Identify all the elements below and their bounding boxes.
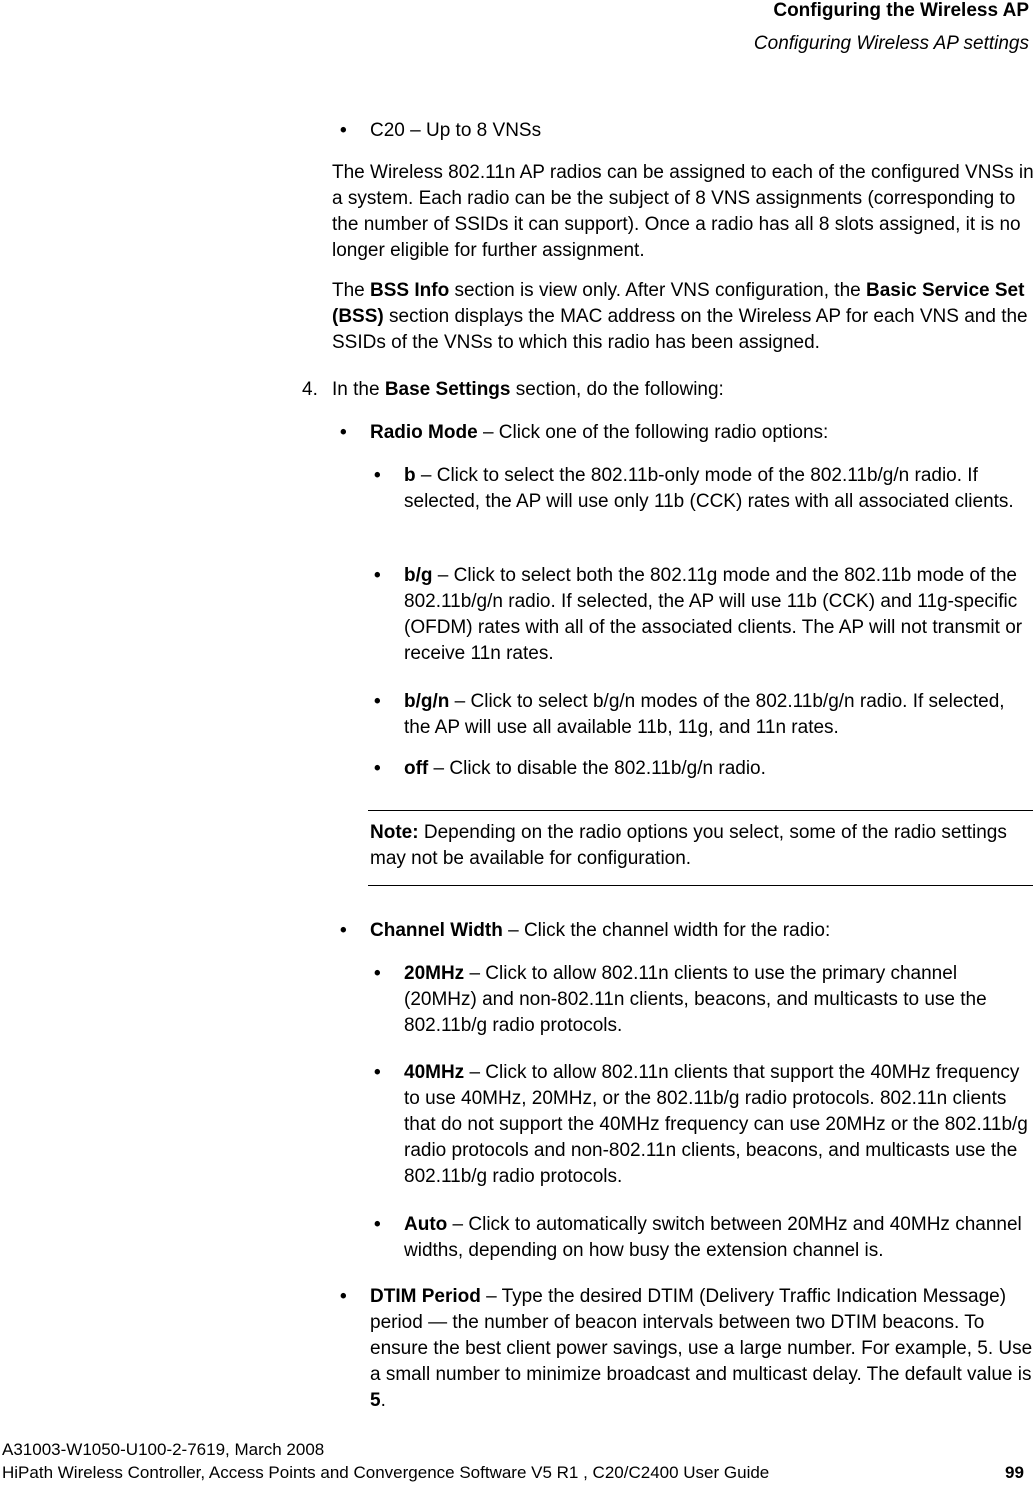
base-settings-term: Base Settings	[384, 379, 511, 400]
channel-width-label: Channel Width	[370, 920, 503, 941]
note-text	[370, 820, 1010, 872]
option-text: – Click to automatically switch between 20MHz and 40MHz channel widths, depending on how busy the extension channel is.	[404, 1214, 1022, 1261]
dtim-default-value: 5	[370, 1390, 381, 1411]
bullet-glyph: •	[340, 422, 347, 443]
bss-info-term: BSS Info	[370, 280, 450, 301]
radio-mode-label: Radio Mode	[370, 422, 478, 443]
option-text: – Click to select both the 802.11g mode and the 802.11b mode of the 802.11b/g/n radio. If selected, the AP will use 11b (CCK) and 11g-specific (OFDM) rates with all of the associated clients. The AP will not transmit or receive 11n rates.	[404, 565, 1023, 664]
bullet-glyph: •	[340, 920, 347, 941]
dtim-period-item	[370, 1284, 1033, 1414]
dtim-label: DTIM Period	[370, 1286, 481, 1307]
bullet-glyph: •	[374, 963, 381, 984]
step4-post: section, do the following:	[510, 379, 724, 400]
bullet-glyph: •	[374, 1062, 381, 1083]
dtim-end: .	[380, 1390, 386, 1411]
channel-width-item	[370, 918, 1030, 944]
option-label: b/g	[404, 565, 433, 586]
dtim-text: – Type the desired DTIM (Delivery Traffic Indication Message) period — the number of beacon intervals between two DTIM beacons. To ensure the best client power savings, use a large number. For example, 5. Use a small number to minimize broadcast and multicast delay. The default value is	[370, 1286, 1033, 1385]
radio-option-bgn	[404, 689, 1032, 741]
radio-mode-item	[370, 420, 1030, 446]
bullet-glyph: •	[340, 120, 347, 141]
running-header-title: Configuring the Wireless AP	[773, 0, 1029, 21]
channel-option-auto	[404, 1212, 1032, 1264]
note-bottom-rule	[368, 885, 1033, 886]
footer-doc-id: A31003-W1050-U100-2-7619, March 2008	[2, 1440, 325, 1459]
option-label: b/g/n	[404, 691, 450, 712]
radio-option-bg	[404, 563, 1032, 667]
option-label: 40MHz	[404, 1062, 465, 1083]
option-label: 20MHz	[404, 963, 465, 984]
paragraph-vns-assignment: The Wireless 802.11n AP radios can be assigned to each of the configured VNSs in a system. Each radio can be the subject of 8 VNS assignments (corresponding to the number of SSIDs it can support). Once a radio has all 8 slots assigned, it is no longer eligible for further assignment.	[332, 162, 1034, 261]
step4-text	[332, 377, 1032, 403]
bullet-glyph: •	[374, 565, 381, 586]
c20-bullet-text: C20 – Up to 8 VNSs	[370, 120, 542, 141]
para2-pre: The	[332, 280, 371, 301]
step4-pre: In the	[332, 379, 385, 400]
channel-option-40mhz	[404, 1060, 1035, 1190]
note-top-rule	[368, 810, 1033, 811]
paragraph-bss-info	[332, 278, 1035, 356]
channel-width-text: – Click the channel width for the radio:	[502, 920, 831, 941]
footer-guide-title: HiPath Wireless Controller, Access Points and Convergence Software V5 R1 , C20/C2400 User Guide	[2, 1463, 770, 1482]
radio-option-off	[404, 756, 1032, 782]
option-text: – Click to allow 802.11n clients to use the primary channel (20MHz) and non-802.11n clients, beacons, and multicasts to use the 802.11b/g radio protocols.	[404, 963, 987, 1036]
bullet-glyph: •	[374, 758, 381, 779]
bullet-glyph: •	[340, 1286, 347, 1307]
option-text: – Click to select the 802.11b-only mode of the 802.11b/g/n radio. If selected, the AP will use only 11b (CCK) rates with all associated clients.	[404, 465, 1014, 512]
radio-option-b	[404, 463, 1032, 515]
option-label: Auto	[404, 1214, 448, 1235]
note-label: Note:	[370, 822, 419, 843]
channel-option-20mhz	[404, 961, 1035, 1039]
option-text: – Click to allow 802.11n clients that support the 40MHz frequency to use 40MHz, 20MHz, or the 802.11b/g radio protocols. 802.11n clients that do not support the 40MHz frequency can use 20MHz or the 802.11b/g radio protocols and non-802.11n clients, beacons, and multicasts use the 802.11b/g radio protocols.	[404, 1062, 1028, 1187]
bullet-glyph: •	[374, 1214, 381, 1235]
note-body: Depending on the radio options you select, some of the radio settings may not be available for configuration.	[370, 822, 1007, 869]
option-label: b	[404, 465, 416, 486]
radio-mode-text: – Click one of the following radio options:	[477, 422, 829, 443]
bullet-glyph: •	[374, 465, 381, 486]
running-header-subtitle: Configuring Wireless AP settings	[753, 33, 1029, 54]
option-text: – Click to select b/g/n modes of the 802.11b/g/n radio. If selected, the AP will use all available 11b, 11g, and 11n rates.	[404, 691, 1005, 738]
bss-term: Basic Service Set (BSS)	[332, 280, 1025, 327]
step-number: 4.	[302, 379, 318, 400]
para2-mid: section is view only. After VNS configuration, the	[449, 280, 866, 301]
page-number: 99	[1005, 1463, 1024, 1482]
option-text: – Click to disable the 802.11b/g/n radio.	[428, 758, 766, 779]
bullet-glyph: •	[374, 691, 381, 712]
para2-post: section displays the MAC address on the Wireless AP for each VNS and the SSIDs of the VNSs to which this radio has been assigned.	[332, 306, 1028, 353]
option-label: off	[404, 758, 429, 779]
